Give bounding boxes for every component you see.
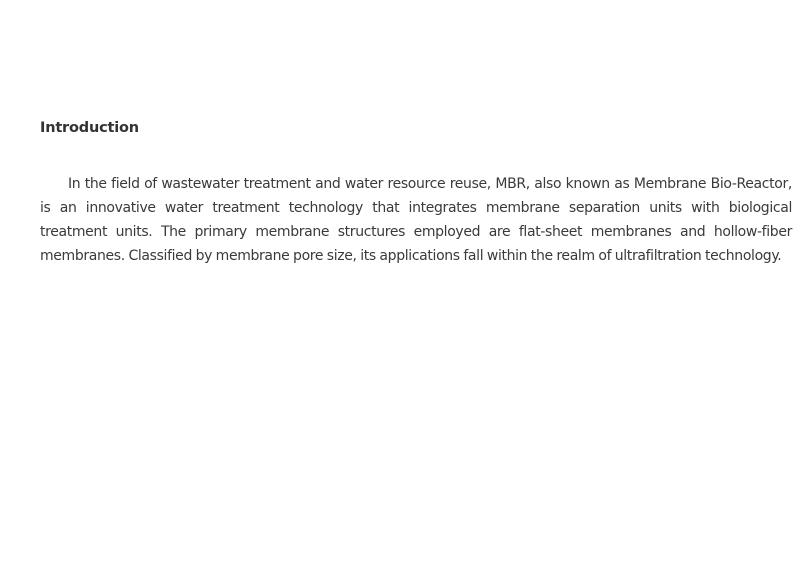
section-heading: Introduction <box>40 120 139 136</box>
body-paragraph: In the field of wastewater treatment and water resource reuse, MBR, also known as Membrane Bio-Reactor, is an innovative water treatment technology that integrates membrane separation units with biological treatment units. The primary membrane structures employed are flat-sheet membranes and hollow-fiber membranes. Classified by membrane pore size, its applications fall within the realm of ultrafiltration technology. <box>40 176 792 264</box>
document-page <box>40 118 792 268</box>
